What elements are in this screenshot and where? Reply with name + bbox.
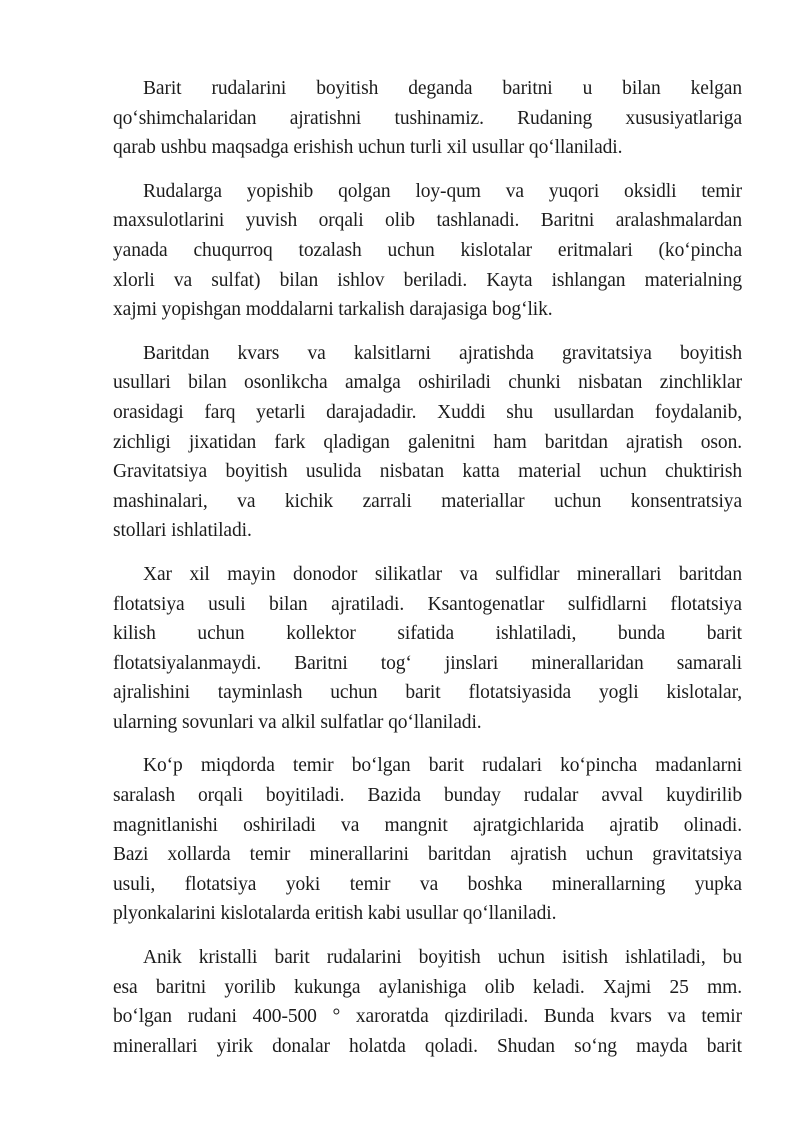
paragraph [113,74,742,163]
text-line: qoʻshimchalaridan ajratishni tushinamiz. Rudaning xususiyatlariga [113,107,742,129]
paragraph [113,177,742,325]
text-line: xajmi yopishgan moddalarni tarkalish darajasiga bogʻlik. [113,299,553,321]
text-line: Barit rudalarini boyitish deganda baritni u bilan kelgan [143,78,742,99]
text-line: Gravitatsiya boyitish usulida nisbatan katta material uchun chuktirish [113,461,742,483]
text-line: ularning sovunlari va alkil sulfatlar qoʻllaniladi. [113,711,482,733]
text-line: mashinalari, va kichik zarrali materiallar uchun konsentratsiya [113,490,742,512]
text-line: esa baritni yorilib kukunga aylanishiga olib keladi. Xajmi 25 mm. [113,976,742,998]
text-line: flotatsiyalanmaydi. Baritni togʻ jinslari minerallaridan samarali [113,652,742,674]
text-line: kilish uchun kollektor sifatida ishlatiladi, bunda barit [113,623,742,645]
paragraph [113,751,742,929]
text-line: Baritdan kvars va kalsitlarni ajratishda gravitatsiya boyitish [143,342,742,364]
text-line: Bazi xollarda temir minerallarini baritdan ajratish uchun gravitatsiya [113,844,742,866]
text-block [113,74,742,1075]
text-line: boʻlgan rudani 400-500 ° xaroratda qizdiriladi. Bunda kvars va temir [113,1006,742,1028]
text-line: stollari ishlatiladi. [113,520,252,542]
text-line: maxsulotlarini yuvish orqali olib tashlanadi. Baritni aralashmalardan [113,210,742,232]
text-line: minerallari yirik donalar holatda qoladi. Shudan soʻng mayda barit [113,1035,742,1057]
text-line: Rudalarga yopishib qolgan loy-qum va yuqori oksidli temir [143,180,742,202]
text-line: xlorli va sulfat) bilan ishlov beriladi. Kayta ishlangan materialning [113,269,742,291]
text-line: ajralishini tayminlash uchun barit flotatsiyasida yogli kislotalar, [113,682,742,704]
text-line: magnitlanishi oshiriladi va mangnit ajratgichlarida ajratib olinadi. [113,814,742,836]
text-line: yanada chuqurroq tozalash uchun kislotalar eritmalari (koʻpincha [113,239,742,261]
text-line: usuli, flotatsiya yoki temir va boshka minerallarning yupka [113,873,742,895]
text-line: saralash orqali boyitiladi. Bazida bunday rudalar avval kuydirilib [113,785,742,807]
paragraph [113,943,742,1061]
text-line: Anik kristalli barit rudalarini boyitish uchun isitish ishlatiladi, bu [143,947,742,969]
text-line: qarab ushbu maqsadga erishish uchun turli xil usullar qoʻllaniladi. [113,137,623,159]
text-line: Xar xil mayin donodor silikatlar va sulfidlar minerallari baritdan [143,563,742,585]
paragraph [113,560,742,738]
text-line: Koʻp miqdorda temir boʻlgan barit rudalari koʻpincha madanlarni [143,755,742,777]
text-line: zichligi jixatidan fark qladigan galenitni ham baritdan ajratish oson. [113,431,742,453]
text-line: flotatsiya usuli bilan ajratiladi. Ksantogenatlar sulfidlarni flotatsiya [113,593,742,615]
text-line: orasidagi farq yetarli darajadadir. Xuddi shu usullardan foydalanib, [113,401,742,423]
paragraph [113,339,742,546]
text-line: usullari bilan osonlikcha amalga oshiriladi chunki nisbatan zinchliklar [113,372,742,394]
text-line: plyonkalarini kislotalarda eritish kabi usullar qoʻllaniladi. [113,903,557,925]
